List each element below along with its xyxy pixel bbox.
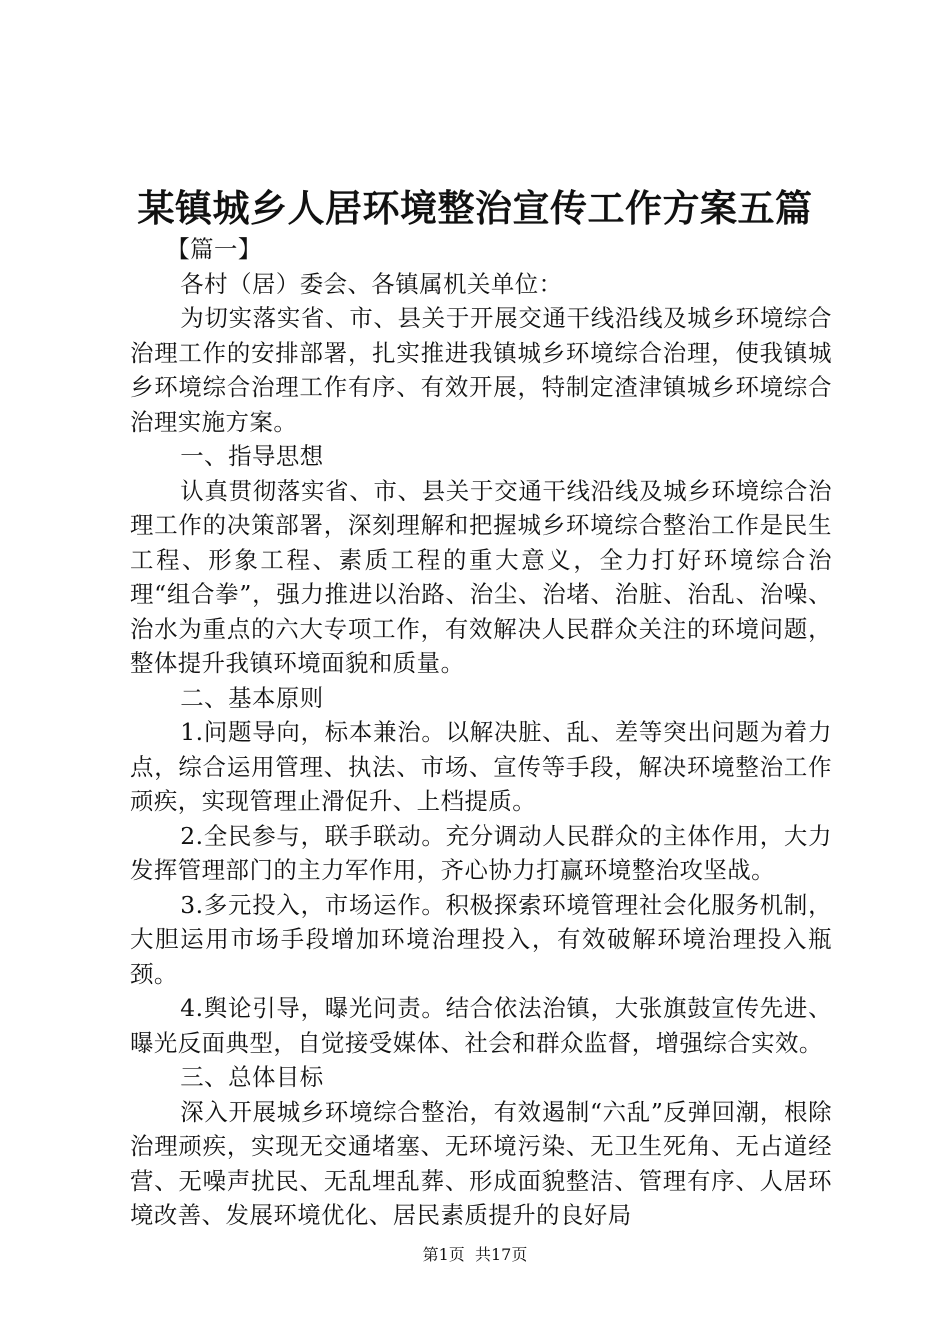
paragraph: 为切实落实省、市、县关于开展交通干线沿线及城乡环境综合治理工作的安排部署，扎实推进我镇城乡环境综合治理，使我镇城乡环境综合治理工作有序、有效开展，特制定渣津镇城乡环境综合治理实施方案。	[130, 304, 832, 436]
paragraph: 3.多元投入，市场运作。积极探索环境管理社会化服务机制，大胆运用市场手段增加环境治理投入，有效破解环境治理投入瓶颈。	[130, 890, 832, 988]
page-total: 共17页	[474, 1245, 528, 1264]
page-number: 第1页	[422, 1245, 465, 1264]
section-heading: 三、总体目标	[180, 1063, 324, 1091]
section-tag: 【篇一】	[166, 235, 262, 263]
paragraph: 4.舆论引导，曝光问责。结合依法治镇，大张旗鼓宣传先进、曝光反面典型，自觉接受媒体、社会和群众监督，增强综合实效。	[130, 994, 832, 1057]
paragraph: 认真贯彻落实省、市、县关于交通干线沿线及城乡环境综合治理工作的决策部署，深刻理解和把握城乡环境综合整治工作是民生工程、形象工程、素质工程的重大意义，全力打好环境综合治理“组合拳”，强力推进以治路、治尘、治堵、治脏、治乱、治噪、治水为重点的六大专项工作，有效解决人民群众关注的环境问题，整体提升我镇环境面貌和质量。	[130, 476, 832, 677]
document-body	[130, 232, 832, 1233]
paragraph: 深入开展城乡环境综合整治，有效遏制“六乱”反弹回潮，根除治理顽疾，实现无交通堵塞、无环境污染、无卫生死角、无占道经营、无噪声扰民、无乱埋乱葬、形成面貌整洁、管理有序、人居环境改善、发展环境优化、居民素质提升的良好局	[130, 1097, 832, 1229]
paragraph: 1.问题导向，标本兼治。以解决脏、乱、差等突出问题为着力点，综合运用管理、执法、市场、宣传等手段，解决环境整治工作顽疾，实现管理止滑促升、上档提质。	[130, 718, 832, 815]
page-footer	[0, 1244, 950, 1266]
section-heading: 一、指导思想	[180, 442, 324, 470]
salutation: 各村（居）委会、各镇属机关单位：	[180, 269, 563, 298]
document-title: 某镇城乡人居环境整治宣传工作方案五篇	[137, 187, 813, 230]
paragraph: 2.全民参与，联手联动。充分调动人民群众的主体作用，大力发挥管理部门的主力军作用，齐心协力打赢环境整治攻坚战。	[130, 821, 832, 884]
section-heading: 二、基本原则	[180, 683, 324, 712]
